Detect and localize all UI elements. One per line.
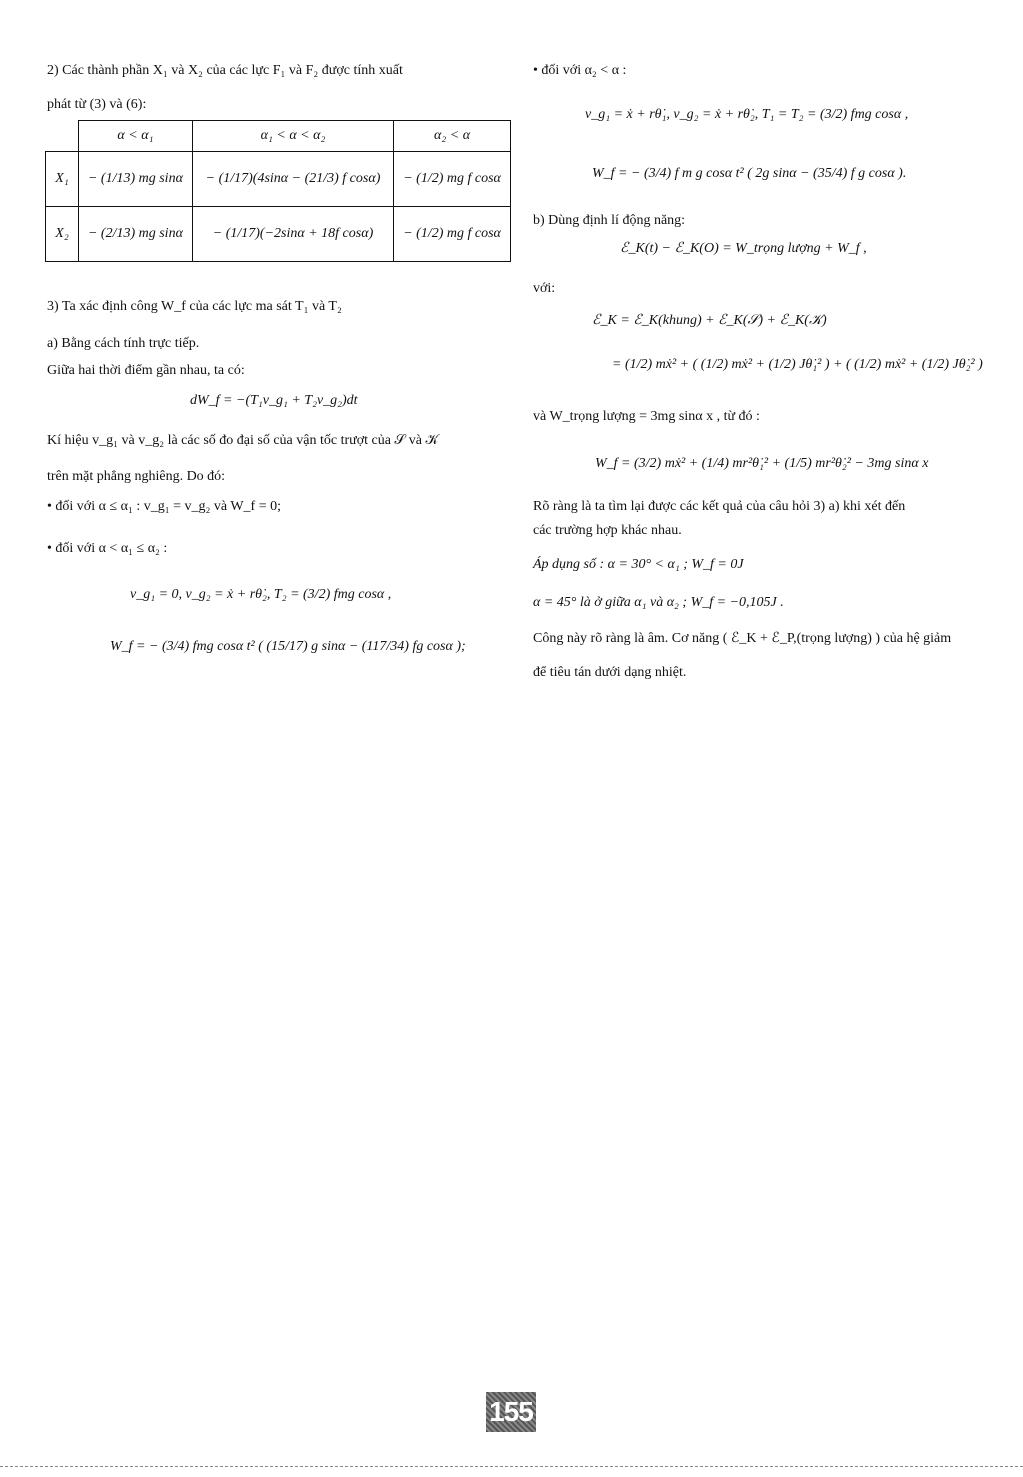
intro-line-2: phát từ (3) và (6): xyxy=(47,97,147,112)
table-cell: − (1/2) mg f cosα xyxy=(394,152,511,207)
intro-line-1: 2) Các thành phần X₁ và X₂ của các lực F₁ và F₂ được tính xuất xyxy=(47,63,403,78)
equation-Wf-total: W_f = (3/2) mẋ² + (1/4) mr²θ̇₁² + (1/5) mr²θ̇₂² − 3mg sinα x xyxy=(595,456,929,471)
row-label: X₂ xyxy=(46,207,79,262)
text-between: Giữa hai thời điểm gần nhau, ta có: xyxy=(47,363,245,378)
text-va: và W_trọng lượng = 3mg sinα x , từ đó : xyxy=(533,409,760,424)
table-cell: − (1/17)(4sinα − (21/3) f cosα) xyxy=(192,152,393,207)
text-tren: trên mặt phẳng nghiêng. Do đó: xyxy=(47,469,226,484)
table-row xyxy=(46,207,511,262)
equation-dW: dW_f = −(T₁v_g₁ + T₂v_g₂)dt xyxy=(190,393,358,408)
row-label: X₁ xyxy=(46,152,79,207)
conclusion-line-1: Rõ ràng là ta tìm lại được các kết quả của câu hỏi 3) a) khi xét đến xyxy=(533,499,906,514)
final-line-2: để tiêu tán dưới dạng nhiệt. xyxy=(533,665,687,680)
page-number: 155 xyxy=(486,1392,536,1432)
table-corner xyxy=(46,121,79,152)
table-cell: − (1/17)(−2sinα + 18f cosα) xyxy=(192,207,393,262)
equation-EK-1: ℰ_K = ℰ_K(khung) + ℰ_K(𝒮) + ℰ_K(𝒦) xyxy=(592,313,827,328)
equation-v-case-2: v_g₁ = 0, v_g₂ = ẋ + rθ̇₂, T₂ = (3/2) fmg cosα , xyxy=(130,587,392,602)
final-line-1: Công này rõ ràng là âm. Cơ năng ( ℰ_K + ℰ_P,(trọng lượng) ) của hệ giảm xyxy=(533,631,952,646)
equation-Wf-case-3: W_f = − (3/4) f m g cosα t² ( 2g sinα − (35/4) f g cosα ). xyxy=(592,166,907,181)
table-cell: − (1/2) mg f cosα xyxy=(394,207,511,262)
bullet-case-2: • đối với α < α₁ ≤ α₂ : xyxy=(47,541,168,556)
text-voi: với: xyxy=(533,281,556,296)
equation-kinetic-theorem: ℰ_K(t) − ℰ_K(O) = W_trọng lượng + W_f , xyxy=(620,241,867,256)
bottom-rule xyxy=(0,1466,1023,1467)
table-cell: − (1/13) mg sinα xyxy=(79,152,193,207)
numeric-application-2: α = 45° là ở giữa α₁ và α₂ ; W_f = −0,105J . xyxy=(533,595,784,610)
components-table xyxy=(45,120,511,262)
equation-EK-2: = (1/2) mẋ² + ( (1/2) mẋ² + (1/2) Jθ̇₁² ) + ( (1/2) mẋ² + (1/2) Jθ̇₂² ) xyxy=(612,357,983,372)
bullet-case-1: • đối với α ≤ α₁ : v_g₁ = v_g₂ và W_f = 0; xyxy=(47,499,281,514)
bullet-case-3: • đối với α₂ < α : xyxy=(533,63,627,78)
equation-Wf-case-2: W_f = − (3/4) fmg cosα t² ( (15/17) g sinα − (117/34) fg cosα ); xyxy=(110,639,466,654)
conclusion-line-2: các trường hợp khác nhau. xyxy=(533,523,682,538)
numeric-application-1: Áp dụng số : α = 30° < α₁ ; W_f = 0J xyxy=(533,557,744,572)
section-3-title: 3) Ta xác định công W_f của các lực ma sát T₁ và T₂ xyxy=(47,299,342,314)
table-header-3: α₂ < α xyxy=(394,121,511,152)
section-3b-title: b) Dùng định lí động năng: xyxy=(533,213,686,228)
table-header-1: α < α₁ xyxy=(79,121,193,152)
table-cell: − (2/13) mg sinα xyxy=(79,207,193,262)
equation-v-case-3: v_g₁ = ẋ + rθ̇₁, v_g₂ = ẋ + rθ̇₂, T₁ = T₂ = (3/2) fmg cosα , xyxy=(585,107,909,122)
table-row xyxy=(46,152,511,207)
section-3a-title: a) Bằng cách tính trực tiếp. xyxy=(47,336,200,351)
text-ki-hieu: Kí hiệu v_g₁ và v_g₂ là các số đo đại số của vận tốc trượt của 𝒮 và 𝒦 xyxy=(47,433,439,448)
table-header-2: α₁ < α < α₂ xyxy=(192,121,393,152)
